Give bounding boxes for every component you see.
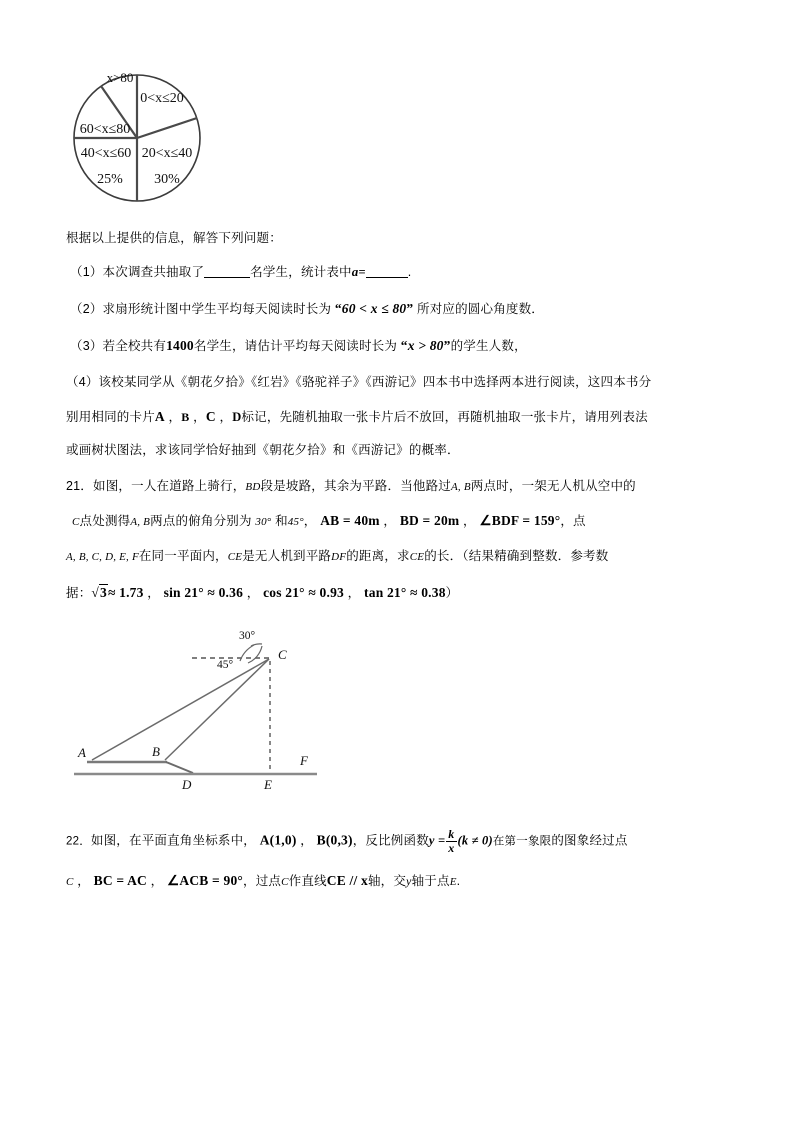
q20-item-4-line-1: （4）该校某同学从《朝花夕拾》《红岩》《骆驼祥子》《西游记》四本书中选择两本进行阅读，这四本书分 (66, 375, 652, 389)
label-point-F: F (300, 753, 308, 768)
q22-line-CE-parallel-x: CE // x (326, 873, 368, 888)
q20-item-1 (70, 263, 411, 281)
q20-item1-variable-a: a (351, 264, 359, 279)
label-point-A: A (78, 745, 86, 760)
q21-line2-and: 和 (275, 514, 288, 528)
q22-number: 22． (66, 835, 91, 848)
q21-points-list: A, B, C, D, E, F (66, 551, 139, 563)
label-point-C: C (278, 647, 287, 662)
q22-point-E: E (449, 876, 457, 888)
q22-point-A: A(1,0) (259, 832, 297, 848)
q22-equation-y: y = (428, 833, 446, 848)
q22-fraction-k-over-x (446, 828, 456, 854)
q20-item3-text-a: （3）若全校共有 (70, 339, 167, 353)
angle-arc-inner (248, 646, 262, 663)
q20-item1-equals: = (358, 265, 366, 279)
q22-fraction-denominator: x (448, 840, 455, 855)
q21-sin21: sin 21° ≈ 0.36 (163, 585, 244, 600)
q20-item3-text-c: 的学生人数， (450, 339, 527, 353)
q21-line1-text-a: 如图，一人在道路上骑行， (93, 479, 246, 493)
q20-item2-inequality: 60 < x ≤ 80 (341, 301, 407, 316)
pie-label-40-60: 40<x≤60 (80, 146, 132, 161)
segment-BD-slope (166, 762, 193, 773)
geometry-figure (62, 615, 392, 800)
q21-segment-CE-2: CE (409, 551, 425, 563)
q22-line1-text-a: 如图，在平面直角坐标系中， (90, 833, 257, 848)
q21-line-1 (66, 478, 746, 495)
q22-relation-BC-AC: BC = AC (93, 873, 147, 888)
q21-line2-end: ，点 (560, 514, 586, 528)
q21-measure-AB: AB = 40m (320, 513, 380, 528)
q22-line2-text-b: 作直线 (288, 874, 327, 888)
q20-item1-blank-2[interactable] (366, 265, 408, 278)
q21-sqrt3-value: ≈ 1.73 (107, 585, 144, 600)
q22-line2-end: . (456, 874, 461, 888)
q22-line1-text-c: 在第一象限 (492, 835, 552, 848)
label-point-B: B (152, 744, 160, 759)
q21-segment-BD: BD (245, 481, 261, 493)
q21-line1-text-b: 段是坡路，其余为平路．当他路过 (260, 479, 452, 493)
q21-measure-angle-BDF: ∠BDF = 159° (479, 513, 561, 528)
geometry-figure-svg (62, 615, 392, 800)
q22-point-C-2: C (281, 876, 289, 888)
q22-axis-y: y (406, 874, 412, 888)
q21-points-AB: A, B (451, 481, 471, 493)
label-point-E: E (264, 777, 272, 792)
label-angle-30: 30° (238, 630, 256, 642)
q20-item-3: （3）若全校共有1400名学生，请估计平均每天阅读时长为 “x > 80”的学生人数， (70, 338, 527, 353)
q22-point-C: C (66, 876, 74, 888)
q21-line-4: 据：√3≈ 1.73 ， sin 21° ≈ 0.36 ， cos 21° ≈ 0.93 ， tan 21° ≈ 0.38） (66, 585, 459, 600)
intro-paragraph: 根据以上提供的信息，解答下列问题： (66, 231, 282, 245)
q20-item1-text-b: 名学生，统计表中 (250, 265, 352, 279)
label-angle-45: 45° (216, 659, 234, 671)
q21-line3-text-c: 的距离，求 (346, 549, 410, 563)
q22-line2-text-c: 轴，交 (367, 874, 407, 888)
q20-item-4-line-3: 或画树状图法，求该同学恰好抽到《朝花夕拾》和《西游记》的概率． (66, 443, 460, 457)
q21-line-3 (66, 548, 746, 565)
q20-item1-blank-1[interactable] (204, 265, 250, 278)
q22-line1-text-b: ，反比例函数 (352, 833, 429, 848)
q20-card-B: B (181, 410, 190, 424)
pie-label-60-80: 60<x≤80 (79, 122, 131, 137)
q21-line4-text-a: 据： (66, 586, 92, 600)
pie-label-20-40-percent: 30% (154, 172, 180, 187)
pie-label-40-60-percent: 25% (97, 172, 123, 187)
angle-arc-30 (251, 644, 262, 646)
q21-line3-text-d: 的长．（结果精确到整数．参考数 (424, 549, 609, 563)
q22-equation-condition: (k ≠ 0) (457, 833, 493, 848)
q20-item2-text-b: 所对应的圆心角度数． (417, 302, 545, 316)
q21-tan21: tan 21° ≈ 0.38 (364, 585, 446, 600)
q21-line4-end: ） (445, 586, 459, 600)
q21-line2-comma: ， (303, 514, 317, 528)
q22-fraction-numerator: k (448, 827, 455, 841)
q20-card-A: A (154, 409, 165, 424)
pie-label-0-20: 0<x≤20 (140, 91, 184, 106)
q21-points-AB-2: A, B (130, 516, 151, 528)
q21-line3-text-b: 是无人机到平路 (242, 549, 332, 563)
q21-segment-CE: CE (227, 551, 243, 563)
q21-angle-30: 30° (255, 516, 272, 528)
q22-line1-text-d: 的图象经过点 (551, 833, 628, 848)
pie-chart-figure (66, 40, 306, 215)
pie-label-gt80: x>80 (106, 70, 134, 85)
q20-card-C: C (205, 409, 216, 424)
q21-cos21: cos 21° ≈ 0.93 (263, 585, 344, 600)
q21-measure-BD: BD = 20m (399, 513, 460, 528)
q20-item2-text-a: （2）求扇形统计图中学生平均每天阅读时长为 (70, 302, 332, 316)
q22-line-2: C ， BC = AC ， ∠ACB = 90°，过点C作直线CE // x轴，交y轴于点E. (66, 873, 461, 888)
q20-card-D: D (232, 410, 242, 424)
label-point-D: D (182, 777, 192, 792)
q20-item4-text-b2: 标记，先随机抽取一张卡片后不放回，再随机抽取一张卡片，请用列表法 (241, 410, 648, 424)
q21-line-2: C点处测得A, B两点的俯角分别为 30° 和45°， AB = 40m ， BD = 20m ， ∠BDF = 159°，点 (72, 513, 586, 528)
q21-number: 21． (66, 479, 94, 493)
q20-item1-period: . (407, 265, 412, 279)
pie-label-20-40: 20<x≤40 (141, 146, 193, 161)
q21-sqrt3-radicand: 3 (100, 585, 107, 600)
sqrt-icon: √3 (91, 585, 107, 600)
q20-item1-text-a: （1）本次调查共抽取了 (70, 265, 205, 279)
q21-line1-text-c: 两点时，一架无人机从空中的 (470, 479, 636, 493)
q20-item4-text-b1: 别用相同的卡片 (66, 410, 155, 424)
q21-segment-DF: DF (331, 551, 347, 563)
q21-angle-45: 45° (287, 516, 304, 528)
q20-item-2: （2）求扇形统计图中学生平均每天阅读时长为 “60 < x ≤ 80” 所对应的圆心角度数． (70, 301, 545, 316)
q22-point-B: B(0,3) (316, 832, 353, 848)
q22-line2-text-a: ，过点 (243, 874, 282, 888)
q20-item3-inequality: x > 80 (407, 338, 444, 353)
q20-item3-text-b: 名学生，请估计平均每天阅读时长为 (193, 339, 398, 353)
q22-angle-ACB: ∠ACB = 90° (167, 873, 244, 888)
q20-item-4-line-2: 别用相同的卡片A ，B ，C ，D标记，先随机抽取一张卡片后不放回，再随机抽取一张卡片，请用列表法 (66, 409, 648, 424)
pie-chart-svg (66, 40, 306, 215)
q21-line2-text-b: 两点的俯角分别为 (150, 514, 252, 528)
q21-point-C: C (72, 516, 80, 528)
q21-line2-text-a: 点处测得 (79, 514, 131, 528)
q22-line-1: 22．如图，在平面直角坐标系中， A(1,0) ， B(0,3)，反比例函数y = $\frac{k}{x}$ (k ≠ 0)在第一象限的图象经过点 (66, 827, 628, 855)
q20-item3-total-students: 1400 (166, 338, 194, 353)
q22-line2-text-d: 轴于点 (411, 874, 450, 888)
q21-line3-text-a: 在同一平面内， (138, 549, 228, 563)
